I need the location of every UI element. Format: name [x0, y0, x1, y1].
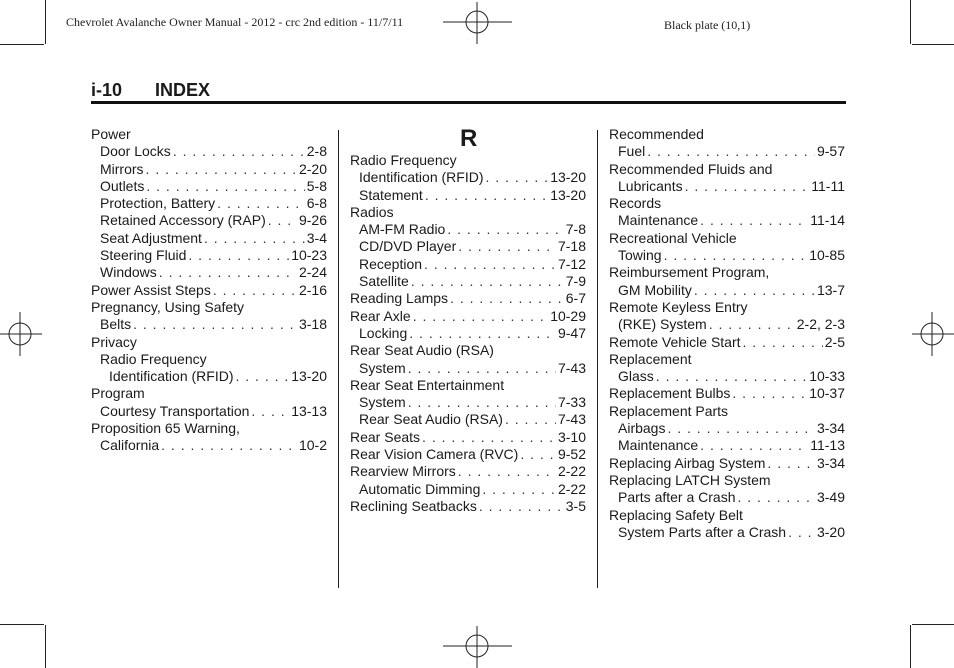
entry-text: Rear Seat Audio (RSA): [359, 411, 503, 428]
index-entry: [91, 403, 327, 420]
index-entry: [350, 498, 586, 515]
index-entry: [609, 403, 845, 420]
index-entry: [609, 143, 845, 160]
index-entry: [350, 446, 586, 463]
section-title: INDEX: [155, 80, 211, 100]
dot-leader: [133, 316, 297, 333]
entry-text: Privacy: [91, 333, 137, 350]
index-entry: [91, 161, 327, 178]
index-entry: [350, 429, 586, 446]
entry-text: Windows: [100, 264, 157, 281]
index-entry: [350, 463, 586, 480]
index-entry: [609, 455, 845, 472]
dot-leader: [479, 498, 564, 515]
index-entry: [350, 394, 586, 411]
dot-leader: [217, 195, 305, 212]
index-entry: [609, 489, 845, 506]
entry-page-ref: 2-22: [557, 480, 586, 497]
entry-text: Radio Frequency: [350, 152, 457, 168]
entry-text: GM Mobility: [618, 281, 692, 298]
page-number: i-10: [91, 80, 123, 100]
entry-text: Rear Seats: [350, 428, 421, 445]
index-entry: [91, 316, 327, 333]
dot-leader: [656, 368, 807, 385]
index-entry: [350, 238, 586, 255]
entry-text: (RKE) System: [618, 316, 707, 333]
entry-page-ref: 2-8: [306, 143, 327, 160]
entry-page-ref: 3-34: [816, 454, 845, 471]
page-title: [91, 80, 210, 101]
entry-text: Parts after a Crash: [618, 489, 736, 506]
entry-text: Reception: [359, 255, 423, 272]
entry-page-ref: 2-24: [298, 264, 327, 281]
dot-leader: [664, 247, 808, 264]
entry-text: Steering Fluid: [100, 247, 187, 264]
dot-leader: [685, 178, 810, 195]
index-entry: [350, 342, 586, 359]
dot-leader: [743, 334, 823, 351]
index-entry: [350, 360, 586, 377]
index-entry: [609, 420, 845, 437]
entry-text: Radio Frequency: [100, 350, 207, 367]
index-entry: [609, 437, 845, 454]
index-entry: [350, 152, 586, 169]
entry-page-ref: 3-20: [816, 523, 845, 540]
entry-text: Power Assist Steps: [91, 281, 211, 298]
entry-page-ref: 13-20: [550, 169, 586, 186]
entry-text: Maintenance: [618, 212, 699, 229]
dot-leader: [173, 143, 305, 160]
entry-text: Rear Seat Entertainment: [350, 376, 505, 393]
entry-text: Glass: [618, 368, 654, 385]
dot-leader: [450, 290, 564, 307]
entry-text: Identification (RFID): [109, 368, 234, 385]
dot-leader: [709, 316, 795, 333]
registration-mark-top-icon: [440, 0, 514, 46]
entry-text: Reimbursement Program,: [609, 264, 770, 281]
entry-text: Remote Vehicle Start: [609, 333, 741, 350]
entry-text: Program: [91, 385, 145, 402]
entry-text: Recommended: [609, 126, 704, 142]
crop-mark-bottom-left-h: [0, 624, 44, 625]
entry-text: Recommended Fluids and: [609, 160, 773, 177]
entry-text: CD/DVD Player: [359, 238, 457, 255]
column-divider-2: [597, 130, 598, 588]
index-entry: [609, 385, 845, 402]
column-divider-1: [338, 130, 339, 588]
index-entry: [91, 334, 327, 351]
dot-leader: [732, 385, 807, 402]
crop-mark-top-left: [45, 0, 46, 44]
index-entry: [350, 169, 586, 186]
entry-text: Towing: [618, 247, 662, 264]
entry-text: Replacement Parts: [609, 402, 729, 419]
dot-leader: [161, 437, 297, 454]
index-column-3: [609, 126, 845, 541]
dot-leader: [408, 394, 556, 411]
dot-leader: [458, 238, 556, 255]
entry-page-ref: 7-8: [565, 221, 586, 238]
index-entry: [609, 178, 845, 195]
entry-text: Identification (RFID): [359, 169, 484, 186]
entry-text: Proposition 65 Warning,: [91, 420, 240, 437]
dot-leader: [667, 420, 815, 437]
index-entry: [91, 264, 327, 281]
crop-mark-top-left-h: [0, 44, 44, 45]
entry-text: Remote Keyless Entry: [609, 298, 748, 315]
index-entry: [609, 334, 845, 351]
entry-page-ref: 10-2: [298, 437, 327, 454]
dot-leader: [700, 212, 808, 229]
dot-leader: [146, 178, 304, 195]
index-entry: [609, 212, 845, 229]
index-entry: [91, 230, 327, 247]
entry-text: Retained Accessory (RAP): [100, 212, 266, 229]
index-entry: [350, 481, 586, 498]
dot-leader: [485, 169, 548, 186]
index-entry: [91, 282, 327, 299]
entry-text: Seat Adjustment: [100, 229, 202, 246]
dot-leader: [422, 429, 556, 446]
index-entry: [350, 221, 586, 238]
index-entry: [350, 411, 586, 428]
entry-text: Statement: [359, 186, 423, 203]
entry-page-ref: 9-57: [816, 143, 845, 160]
index-entry: [91, 299, 327, 316]
index-entry: [350, 290, 586, 307]
index-entry: [609, 230, 845, 247]
dot-leader: [647, 143, 815, 160]
dot-leader: [413, 308, 548, 325]
entry-text: Locking: [359, 324, 408, 341]
entry-page-ref: 9-47: [557, 324, 586, 341]
entry-page-ref: 10-85: [809, 247, 845, 264]
index-column-1: [91, 126, 327, 455]
entry-text: Reclining Seatbacks: [350, 497, 477, 514]
entry-page-ref: 6-7: [565, 290, 586, 307]
entry-page-ref: 11-14: [810, 212, 845, 229]
index-entry: [91, 368, 327, 385]
dot-leader: [235, 368, 289, 385]
index-column-2: [350, 126, 586, 515]
entry-page-ref: 3-5: [565, 497, 586, 514]
dot-leader: [700, 437, 808, 454]
entry-text: Records: [609, 195, 662, 212]
index-entry: [350, 187, 586, 204]
dot-leader: [251, 403, 289, 420]
entry-page-ref: 13-20: [550, 186, 586, 203]
index-entry: [350, 256, 586, 273]
index-entry: [609, 351, 845, 368]
index-entry: [350, 273, 586, 290]
index-entry: [609, 524, 845, 541]
entry-page-ref: 2-2, 2-3: [796, 316, 845, 333]
entry-text: Radios: [350, 203, 394, 220]
dot-leader: [425, 187, 548, 204]
entry-page-ref: 7-33: [557, 394, 586, 411]
entry-page-ref: 13-7: [816, 281, 845, 298]
index-entry: [609, 299, 845, 316]
entry-text: Mirrors: [100, 160, 144, 177]
entry-page-ref: 3-34: [816, 420, 845, 437]
dot-leader: [188, 247, 289, 264]
dot-leader: [411, 273, 564, 290]
entry-page-ref: 10-23: [291, 247, 327, 264]
entry-page-ref: 7-12: [557, 255, 586, 272]
dot-leader: [213, 282, 297, 299]
entry-text: Fuel: [618, 143, 646, 160]
entry-text: Satellite: [359, 273, 409, 290]
index-entry: [91, 437, 327, 454]
entry-page-ref: 10-37: [809, 385, 845, 402]
dot-leader: [788, 524, 815, 541]
index-entry: [609, 282, 845, 299]
index-entry: [609, 472, 845, 489]
entry-page-ref: 7-43: [557, 411, 586, 428]
entry-page-ref: 2-20: [298, 160, 327, 177]
dot-leader: [482, 481, 556, 498]
index-entry: [91, 178, 327, 195]
dot-leader: [767, 455, 815, 472]
dot-leader: [505, 411, 556, 428]
entry-page-ref: 10-33: [809, 368, 845, 385]
entry-text: Rear Seat Audio (RSA): [350, 342, 494, 359]
entry-page-ref: 13-20: [291, 368, 327, 385]
crop-mark-top-right: [910, 0, 911, 44]
entry-page-ref: 9-26: [298, 212, 327, 229]
plate-label: Black plate (10,1): [664, 18, 751, 32]
entry-page-ref: 3-49: [816, 489, 845, 506]
entry-text: Protection, Battery: [100, 195, 216, 212]
entry-text: AM-FM Radio: [359, 221, 446, 238]
registration-mark-bottom-icon: [440, 624, 514, 668]
registration-mark-left-icon: [0, 312, 44, 356]
entry-page-ref: 11-13: [810, 437, 845, 454]
title-rule: [91, 101, 846, 104]
entry-page-ref: 13-13: [291, 402, 327, 419]
index-entry: [609, 507, 845, 524]
entry-text: Belts: [100, 316, 132, 333]
entry-text: Maintenance: [618, 437, 699, 454]
crop-mark-bottom-left: [45, 625, 46, 668]
dot-leader: [268, 212, 297, 229]
dot-leader: [408, 360, 556, 377]
entry-page-ref: 2-22: [557, 463, 586, 480]
crop-mark-top-right-h: [912, 44, 954, 45]
index-entry: [350, 204, 586, 221]
index-entry: [91, 420, 327, 437]
index-entry: [91, 126, 327, 143]
dot-leader: [520, 446, 556, 463]
index-entry: [91, 385, 327, 402]
entry-text: Lubricants: [618, 177, 683, 194]
entry-page-ref: 5-8: [306, 177, 327, 194]
index-entry: [609, 247, 845, 264]
dot-leader: [409, 325, 556, 342]
entry-text: Recreational Vehicle: [609, 229, 737, 246]
index-entry: [91, 143, 327, 160]
entry-text: Courtesy Transportation: [100, 402, 250, 419]
index-entry: [91, 351, 327, 368]
index-entry: [609, 161, 845, 178]
entry-page-ref: 3-18: [298, 316, 327, 333]
dot-leader: [447, 221, 563, 238]
entry-page-ref: 2-5: [824, 333, 845, 350]
dot-leader: [146, 161, 297, 178]
crop-mark-bottom-right: [910, 625, 911, 668]
index-entry: [609, 316, 845, 333]
entry-text: Outlets: [100, 177, 145, 194]
entry-text: Replacing Safety Belt: [609, 506, 743, 523]
index-entry: [609, 126, 845, 143]
entry-text: Reading Lamps: [350, 290, 449, 307]
entry-text: Power: [91, 126, 131, 142]
entry-text: Rear Axle: [350, 307, 411, 324]
index-entry: [350, 308, 586, 325]
entry-page-ref: 3-10: [557, 428, 586, 445]
entry-page-ref: 7-9: [565, 273, 586, 290]
entry-text: Airbags: [618, 420, 666, 437]
entry-text: System: [359, 359, 406, 376]
section-letter: R: [460, 125, 478, 152]
entry-page-ref: 3-4: [306, 229, 327, 246]
dot-leader: [738, 489, 815, 506]
entry-page-ref: 7-18: [557, 238, 586, 255]
entry-page-ref: 2-16: [298, 281, 327, 298]
dot-leader: [694, 282, 815, 299]
entry-text: System Parts after a Crash: [618, 523, 787, 540]
entry-page-ref: 11-11: [811, 177, 845, 194]
index-entry: [609, 195, 845, 212]
dot-leader: [424, 256, 556, 273]
entry-text: Replacement: [609, 350, 692, 367]
crop-mark-bottom-right-h: [912, 624, 954, 625]
entry-text: Door Locks: [100, 143, 171, 160]
entry-page-ref: 10-29: [550, 307, 586, 324]
index-entry: [609, 264, 845, 281]
index-entry: [91, 247, 327, 264]
entry-page-ref: 9-52: [557, 446, 586, 463]
index-entry: [350, 377, 586, 394]
entry-text: Rearview Mirrors: [350, 463, 456, 480]
dot-leader: [458, 463, 556, 480]
entry-text: Replacing LATCH System: [609, 471, 771, 488]
dot-leader: [204, 230, 305, 247]
registration-mark-right-icon: [910, 312, 954, 356]
index-entry: [609, 368, 845, 385]
dot-leader: [159, 264, 297, 281]
entry-text: California: [100, 437, 160, 454]
index-entry: [91, 195, 327, 212]
manual-header: Chevrolet Avalanche Owner Manual - 2012 - crc 2nd edition - 11/7/11: [66, 15, 404, 29]
entry-text: System: [359, 394, 406, 411]
entry-text: Replacing Airbag System: [609, 454, 766, 471]
entry-page-ref: 6-8: [306, 195, 327, 212]
entry-text: Rear Vision Camera (RVC): [350, 446, 519, 463]
entry-text: Replacement Bulbs: [609, 385, 731, 402]
index-entry: [91, 212, 327, 229]
entry-page-ref: 7-43: [557, 359, 586, 376]
index-entry: [350, 325, 586, 342]
entry-text: Automatic Dimming: [359, 480, 481, 497]
entry-text: Pregnancy, Using Safety: [91, 298, 245, 315]
